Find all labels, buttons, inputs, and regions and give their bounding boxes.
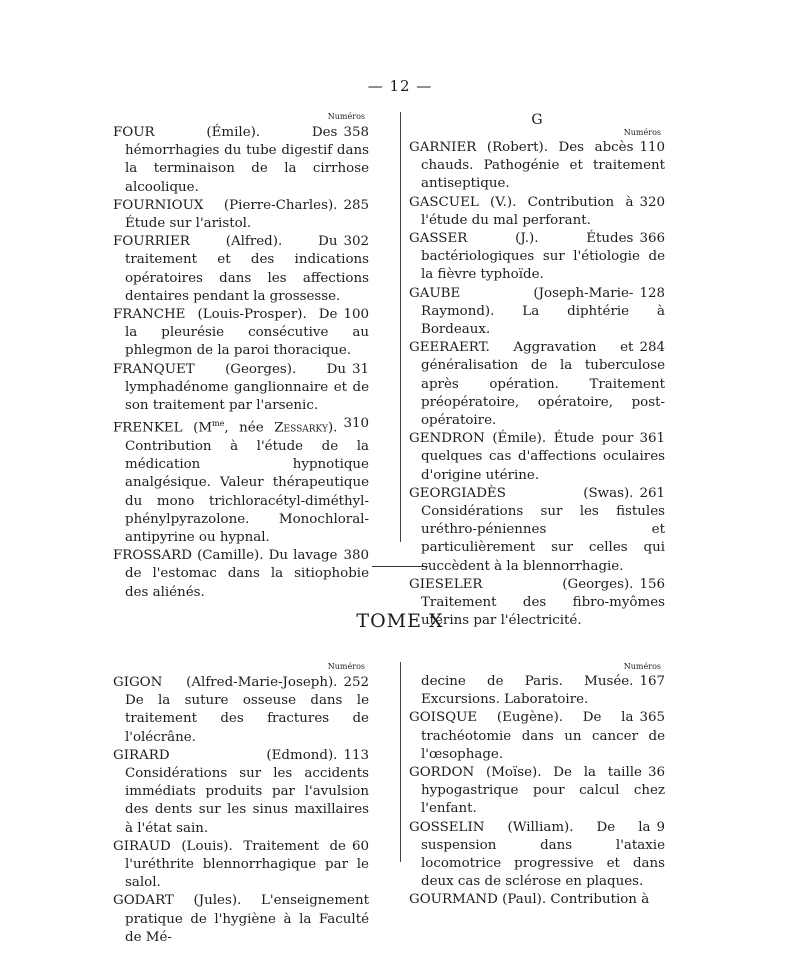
index-entry-gosselin bbox=[409, 819, 665, 892]
entry-number: 261 bbox=[639, 485, 665, 501]
entry-smallcaps-name: Zessarky bbox=[274, 420, 328, 436]
entry-text: GIGON (Alfred-Marie-Joseph). De la suture osseuse dans le traitement des fractures de l'olécrâne. bbox=[113, 675, 369, 745]
page-number: — 12 — bbox=[367, 77, 433, 95]
entry-text: GIRARD (Edmond). Considérations sur les accidents immédiats produits par l'avulsion des dents sur les sinus maxillaires à l'état sain. bbox=[113, 747, 369, 836]
entry-number: 128 bbox=[639, 285, 665, 301]
entry-number: 358 bbox=[343, 125, 369, 140]
index-entry-godart-continued bbox=[409, 673, 665, 709]
index-entry-gourmand bbox=[409, 891, 665, 909]
entry-number: 9 bbox=[656, 819, 665, 835]
index-entry-fourrier bbox=[113, 233, 369, 306]
entry-number: 366 bbox=[639, 231, 665, 247]
index-entry-gigon bbox=[113, 674, 369, 747]
entry-text: GODART (Jules). L'enseignement pratique de l'hygiène à la Faculté de Mé- bbox=[113, 893, 369, 945]
right-column bbox=[409, 112, 665, 630]
index-entry-godart bbox=[113, 892, 369, 947]
entry-text: FRENKEL (M bbox=[113, 420, 213, 436]
entry-number: 31 bbox=[351, 361, 369, 377]
entry-number: 302 bbox=[343, 234, 369, 250]
index-entry-gaube bbox=[409, 285, 665, 340]
index-entry-giraud bbox=[113, 838, 369, 893]
entry-number: 36 bbox=[647, 765, 665, 781]
index-entry-frossard bbox=[113, 547, 369, 602]
entry-number: 100 bbox=[343, 307, 369, 323]
numeros-header: Numéros bbox=[327, 662, 365, 671]
section-divider bbox=[372, 566, 428, 567]
entry-text: GOURMAND (Paul). Contribution à bbox=[409, 892, 650, 908]
column-rule bbox=[400, 112, 401, 542]
index-entry-franche bbox=[113, 306, 369, 361]
entry-number: 284 bbox=[639, 340, 665, 356]
entry-number: 167 bbox=[639, 674, 665, 689]
entry-text: GIRAUD (Louis). Traitement de l'uréthrite blennorrhagique par le salol. bbox=[113, 838, 369, 891]
entry-text: GAUBE (Joseph-Marie-Raymond). La diphtérie à Bordeaux. bbox=[409, 285, 665, 338]
index-entry-gendron bbox=[409, 430, 665, 485]
entry-number: 252 bbox=[343, 675, 369, 690]
entry-text: GIESELER (Georges). Traitement des fibro-myômes utérins par l'électricité. bbox=[409, 576, 665, 629]
right-column bbox=[409, 662, 665, 910]
entry-superscript: me bbox=[212, 419, 225, 429]
numeros-header: Numéros bbox=[623, 128, 661, 137]
entry-text: decine de Paris. Musée. Excursions. Laboratoire. bbox=[421, 674, 634, 708]
entry-text: GENDRON (Émile). Étude pour quelques cas d'affections oculaires d'origine utérine. bbox=[409, 431, 665, 483]
entry-number: 156 bbox=[639, 576, 665, 592]
entry-text: FRANQUET (Georges). Du lymphadénome ganglionnaire et de son traitement par l'arsenic. bbox=[113, 361, 369, 414]
entry-text: GORDON (Moïse). De la taille hypogastrique pour calcul chez l'enfant. bbox=[409, 765, 665, 817]
index-entry-frenkel bbox=[113, 415, 369, 547]
entry-number: 113 bbox=[343, 747, 369, 763]
index-entry-geeraert bbox=[409, 339, 665, 430]
entry-text-cont: , née bbox=[224, 420, 275, 436]
index-entry-garnier bbox=[409, 139, 665, 194]
index-entry-girard bbox=[113, 747, 369, 838]
index-entry-gasser bbox=[409, 230, 665, 285]
entry-text: GARNIER (Robert). Des abcès chauds. Pathogénie et traitement antiseptique. bbox=[409, 140, 665, 192]
index-entry-fournioux bbox=[113, 197, 369, 233]
left-column bbox=[113, 112, 369, 602]
entry-number: 361 bbox=[639, 431, 665, 447]
numeros-header: Numéros bbox=[327, 112, 365, 121]
entry-text: GASSER (J.). Études bactériologiques sur l'étiologie de la fièvre typhoïde. bbox=[409, 231, 665, 283]
index-entry-four bbox=[113, 124, 369, 197]
entry-number: 365 bbox=[639, 710, 665, 726]
entry-text: GEERAERT. Aggravation et généralisation de la tuberculose après opération. Traitement préopératoire, opératoire, post-opératoire. bbox=[409, 340, 665, 429]
left-column bbox=[113, 662, 369, 947]
index-entry-franquet bbox=[113, 361, 369, 416]
entry-text-cont: ). Contribution à l'étude de la médication hypnotique analgésique. Valeur thérapeutique du mono trichloracétyl-diméthyl-phénylpyrazolone. Monochloral-antipyrine ou hypnal. bbox=[125, 420, 369, 545]
entry-text: GOISQUE (Eugène). De la trachéotomie dans un cancer de l'œsophage. bbox=[409, 710, 665, 762]
numeros-header: Numéros bbox=[623, 662, 661, 671]
entry-text: FRANCHE (Louis-Prosper). De la pleurésie consécutive au phlegmon de la paroi thoracique. bbox=[113, 307, 369, 359]
column-rule bbox=[400, 662, 401, 862]
bottom-index-section bbox=[113, 662, 673, 945]
entry-text: GASCUEL (V.). Contribution à l'étude du mal perforant. bbox=[409, 194, 634, 228]
entry-number: 310 bbox=[343, 416, 369, 432]
entry-number: 110 bbox=[639, 140, 665, 155]
section-letter: G bbox=[531, 112, 543, 128]
entry-text: FOUR (Émile). Des hémorrhagies du tube digestif dans la terminaison de la cirrhose alcoolique. bbox=[113, 125, 369, 195]
index-entry-georgiades bbox=[409, 485, 665, 576]
entry-number: 285 bbox=[343, 197, 369, 213]
entry-text: GEORGIADÈS (Swas). Considérations sur les fistules uréthro-péniennes et particulièrement sur celles qui succèdent à la blennorrhagie. bbox=[409, 485, 665, 574]
entry-text: FOURRIER (Alfred). Du traitement et des indications opératoires dans les affections dentaires pendant la grossesse. bbox=[113, 234, 369, 304]
entry-number: 60 bbox=[351, 838, 369, 854]
tome-title: TOME X bbox=[356, 610, 444, 632]
entry-number: 320 bbox=[639, 194, 665, 210]
index-entry-gascuel bbox=[409, 194, 665, 230]
index-entry-gordon bbox=[409, 764, 665, 819]
entry-text: FOURNIOUX (Pierre-Charles). Étude sur l'aristol. bbox=[113, 197, 338, 232]
entry-text: FROSSARD (Camille). Du lavage de l'estomac dans la sitiophobie des aliénés. bbox=[113, 548, 369, 600]
entry-number: 380 bbox=[343, 548, 369, 564]
index-entry-goisque bbox=[409, 709, 665, 764]
entry-text: GOSSELIN (William). De la suspension dans l'ataxie locomotrice progressive et dans deux cas de sclérose en plaques. bbox=[409, 819, 665, 890]
